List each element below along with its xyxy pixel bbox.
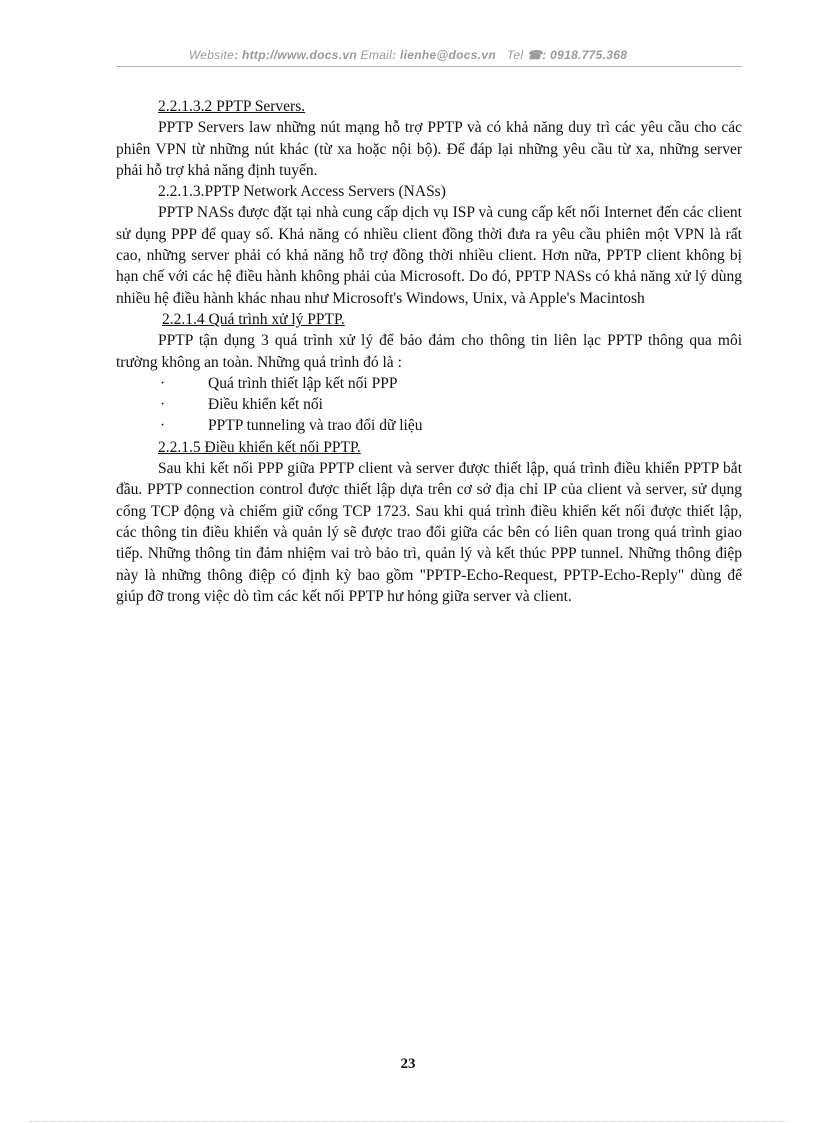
email-label: Email <box>360 48 393 62</box>
section-heading-pptp-nas: 2.2.1.3.PPTP Network Access Servers (NASs) <box>158 183 446 201</box>
paragraph-pptp-servers: PPTP Servers law những nút mạng hỗ trợ PPTP và có khả năng duy trì các yêu cầu cho các phiên VPN từ những nút khác (từ xa hoặc nội bộ). Để đáp lại những yêu cầu từ xa, những server phải hỗ trợ khả năng định tuyến. <box>116 119 742 179</box>
section-heading-pptp-process: 2.2.1.4 Quá trình xử lý PPTP. <box>162 310 345 328</box>
section-heading-connection-control: 2.2.1.5 Điều khiển kết nối PPTP. <box>158 438 361 456</box>
header-divider <box>116 66 742 67</box>
list-item: · Điều khiển kết nối <box>116 394 742 415</box>
tel-label: Tel <box>506 48 524 62</box>
bullet-marker: · <box>160 417 166 435</box>
page-number: 23 <box>400 1056 416 1072</box>
footer-divider <box>30 1121 786 1122</box>
list-item: · Quá trình thiết lập kết nối PPP <box>116 373 742 394</box>
list-item: · PPTP tunneling và trao đổi dữ liệu <box>116 415 742 436</box>
website-label: Website <box>188 48 235 62</box>
page-header <box>0 48 816 62</box>
website-link[interactable]: : http://www.docs.vn <box>234 48 357 62</box>
paragraph-connection-control: Sau khi kết nối PPP giữa PPTP client và server được thiết lập, quá trình điều khiển PPTP bắt đầu. PPTP connection control được thiết lập dựa trên cơ sở địa chỉ IP của client và server, sử dụng cổng TCP động và chiếm giữ cổng TCP 1723. Sau khi quá trình điều khiển kết nối được thiết lập, các thông tin điều khiển và quản lý sẽ được trao đổi giữa các bên có liên quan trong quá trình giao tiếp. Những thông tin đảm nhiệm vai trò bảo trì, quản lý và kết thúc PPP tunnel. Những thông điệp này là những thông điệp có định kỳ bao gồm "PPTP-Echo-Request, PPTP-Echo-Reply" dùng để giúp đỡ trong việc dò tìm các kết nối PPTP hư hỏng giữa server và client. <box>116 460 742 605</box>
phone-number: ☎: 0918.775.368 <box>526 48 628 62</box>
bullet-marker: · <box>160 374 166 392</box>
section-heading-pptp-servers: 2.2.1.3.2 PPTP Servers. <box>158 98 306 115</box>
paragraph-pptp-nas: PPTP NASs được đặt tại nhà cung cấp dịch vụ ISP và cung cấp kết nối Internet đến các client sử dụng PPP để quay số. Khả năng có nhiều client đồng thời đưa ra yêu cầu phiên một VPN là rất cao, những server phải có khả năng hỗ trợ đồng thời nhiều client. Hơn nữa, PPTP client không bị hạn chế với các hệ điều hành không phải của Microsoft. Do đó, PPTP NASs có khả năng xử lý dùng nhiều hệ điều hành khác nhau như Microsoft's Windows, Unix, và Apple's Macintosh <box>116 204 742 307</box>
bullet-marker: · <box>160 396 166 414</box>
paragraph-pptp-process: PPTP tận dụng 3 quá trình xử lý để bảo đảm cho thông tin liên lạc PPTP thông qua môi trường không an toàn. Những quá trình đó là : <box>116 332 742 371</box>
email-link[interactable]: : lienhe@docs.vn <box>392 48 496 62</box>
document-body <box>116 96 742 607</box>
